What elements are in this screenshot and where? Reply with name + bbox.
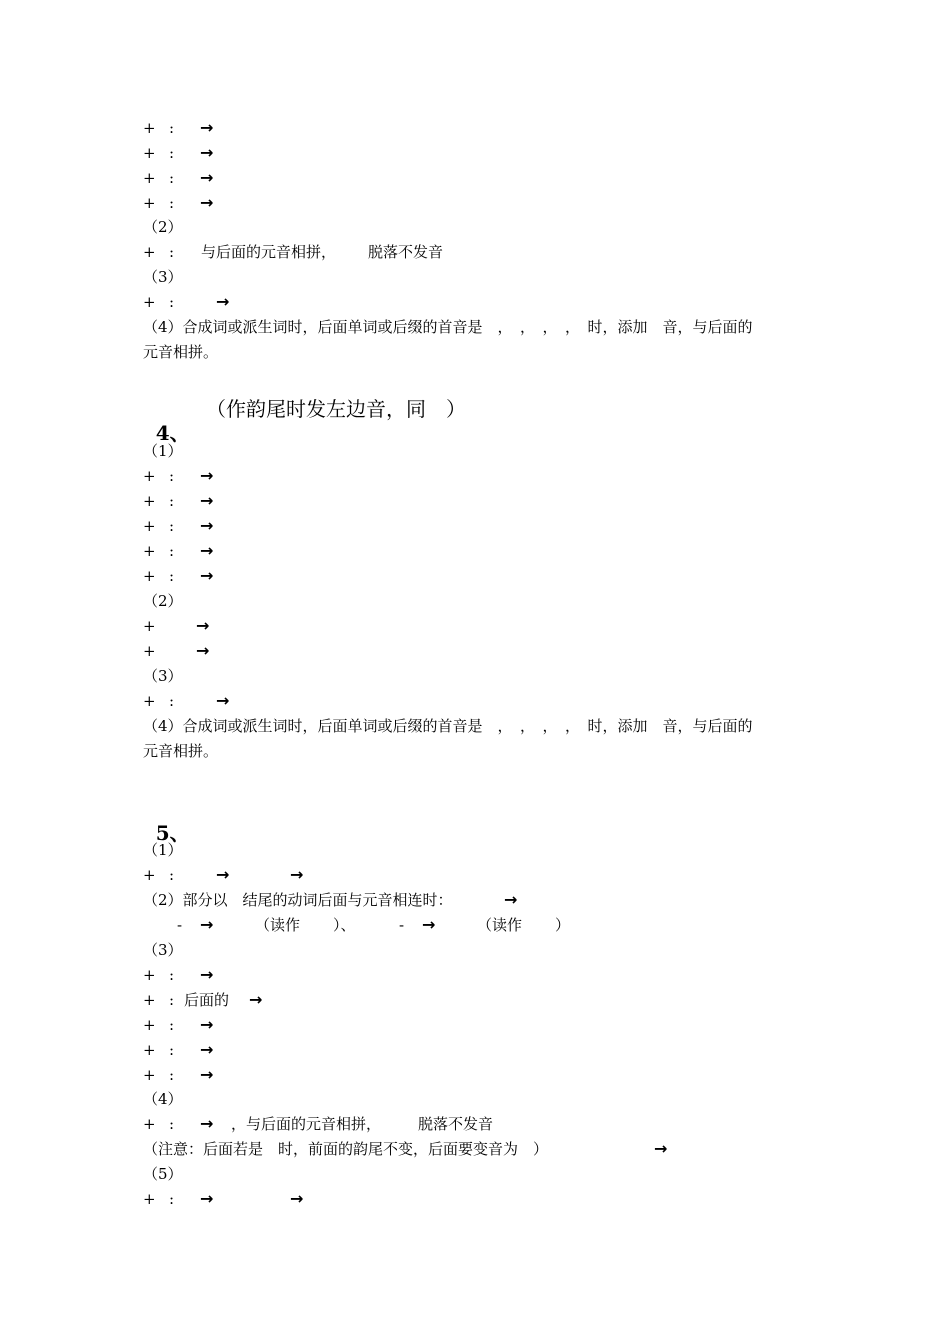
arrow-right-icon: → [200,541,214,560]
point-label: （5） [143,1165,183,1183]
colon: : [169,991,175,1009]
colon: : [169,144,175,162]
plus-sign: + [143,144,156,162]
arrow-right-icon: → [200,143,214,162]
plus-sign: + [143,293,156,311]
point-label: （2） [143,218,183,236]
arrow-right-icon: → [200,466,214,485]
arrow-right-icon: → [504,890,518,909]
plus-sign: + [143,517,156,535]
read-as-close: ） [555,916,571,934]
arrow-right-icon: → [200,1015,214,1034]
paragraph-line: （4）合成词或派生词时，后面单词或后缀的首音是 ， ， ， ， 时，添加 音，与后面的 [143,318,753,336]
rule-text: 与后面的元音相拼， [201,243,337,261]
point-label: （3） [143,667,183,685]
arrow-right-icon: → [200,1065,214,1084]
plus-sign: + [143,119,156,137]
plus-sign: + [143,642,156,660]
colon: : [169,517,175,535]
arrow-right-icon: → [422,915,436,934]
paragraph-line: 元音相拼。 [143,343,219,361]
colon: : [169,966,175,984]
arrow-right-icon: → [216,865,230,884]
colon: : [169,1016,175,1034]
colon: : [169,1190,175,1208]
arrow-right-icon: → [200,168,214,187]
arrow-right-icon: → [654,1139,668,1158]
point-label: （3） [143,941,183,959]
arrow-right-icon: → [290,1189,304,1208]
colon: : [169,194,175,212]
dash: - [177,916,183,934]
rule-text: 脱落不发音 [418,1115,494,1133]
note-text: （注意：后面若是 时，前面的韵尾不变，后面要变音为 ） [143,1140,549,1158]
colon: : [169,692,175,710]
arrow-right-icon: → [200,1114,214,1133]
section-heading [143,797,190,845]
section-title: （作韵尾时发左边音，同 ） [206,397,466,421]
dash: - [399,916,405,934]
arrow-right-icon: → [200,491,214,510]
rule-row [143,1189,304,1280]
arrow-right-icon: → [200,516,214,535]
point-label: （1） [143,841,183,859]
plus-sign: + [143,617,156,635]
plus-sign: + [143,542,156,560]
plus-sign: + [143,1115,156,1133]
plus-sign: + [143,1190,156,1208]
colon: : [169,169,175,187]
plus-sign: + [143,991,156,1009]
arrow-right-icon: → [196,641,210,660]
arrow-right-icon: → [200,193,214,212]
arrow-right-icon: → [200,1040,214,1059]
colon: : [169,1041,175,1059]
point-label: （4） [143,1090,183,1108]
plus-sign: + [143,1066,156,1084]
point-label: （3） [143,268,183,286]
paragraph-line: （4）合成词或派生词时，后面单词或后缀的首音是 ， ， ， ， 时，添加 音，与后面的 [143,717,753,735]
arrow-right-icon: → [200,1189,214,1208]
read-as-text: （读作 [477,916,523,934]
plus-sign: + [143,169,156,187]
colon: : [169,467,175,485]
point-label: （2） [143,592,183,610]
arrow-right-icon: → [200,965,214,984]
colon: : [169,492,175,510]
arrow-right-icon: → [200,915,214,934]
colon: : [169,542,175,560]
read-as-text: （读作 [255,916,301,934]
colon: : [169,119,175,137]
plus-sign: + [143,866,156,884]
plus-sign: + [143,467,156,485]
plus-sign: + [143,1016,156,1034]
point-text: （2）部分以 结尾的动词后面与元音相连时： [143,891,453,909]
arrow-right-icon: → [200,118,214,137]
plus-sign: + [143,966,156,984]
colon: : [169,1115,175,1133]
plus-sign: + [143,243,156,261]
colon: : [169,1066,175,1084]
plus-sign: + [143,492,156,510]
plus-sign: + [143,692,156,710]
read-as-close: ）、 [333,916,356,934]
point-label: （1） [143,442,183,460]
arrow-right-icon: → [200,566,214,585]
plus-sign: + [143,567,156,585]
arrow-right-icon: → [216,292,230,311]
section-number: 4、 [155,421,190,445]
arrow-right-icon: → [249,990,263,1009]
rule-text: 脱落不发音 [368,243,444,261]
arrow-right-icon: → [196,616,210,635]
plus-sign: + [143,1041,156,1059]
section-heading [143,397,466,445]
arrow-right-icon: → [290,865,304,884]
paragraph-line: 元音相拼。 [143,742,219,760]
rule-text: 后面的 [184,991,230,1009]
colon: : [169,293,175,311]
rule-text: ，与后面的元音相拼， [231,1115,382,1133]
colon: : [169,866,175,884]
colon: : [169,567,175,585]
colon: : [169,243,175,261]
plus-sign: + [143,194,156,212]
arrow-right-icon: → [216,691,230,710]
section-number: 5、 [155,821,190,845]
